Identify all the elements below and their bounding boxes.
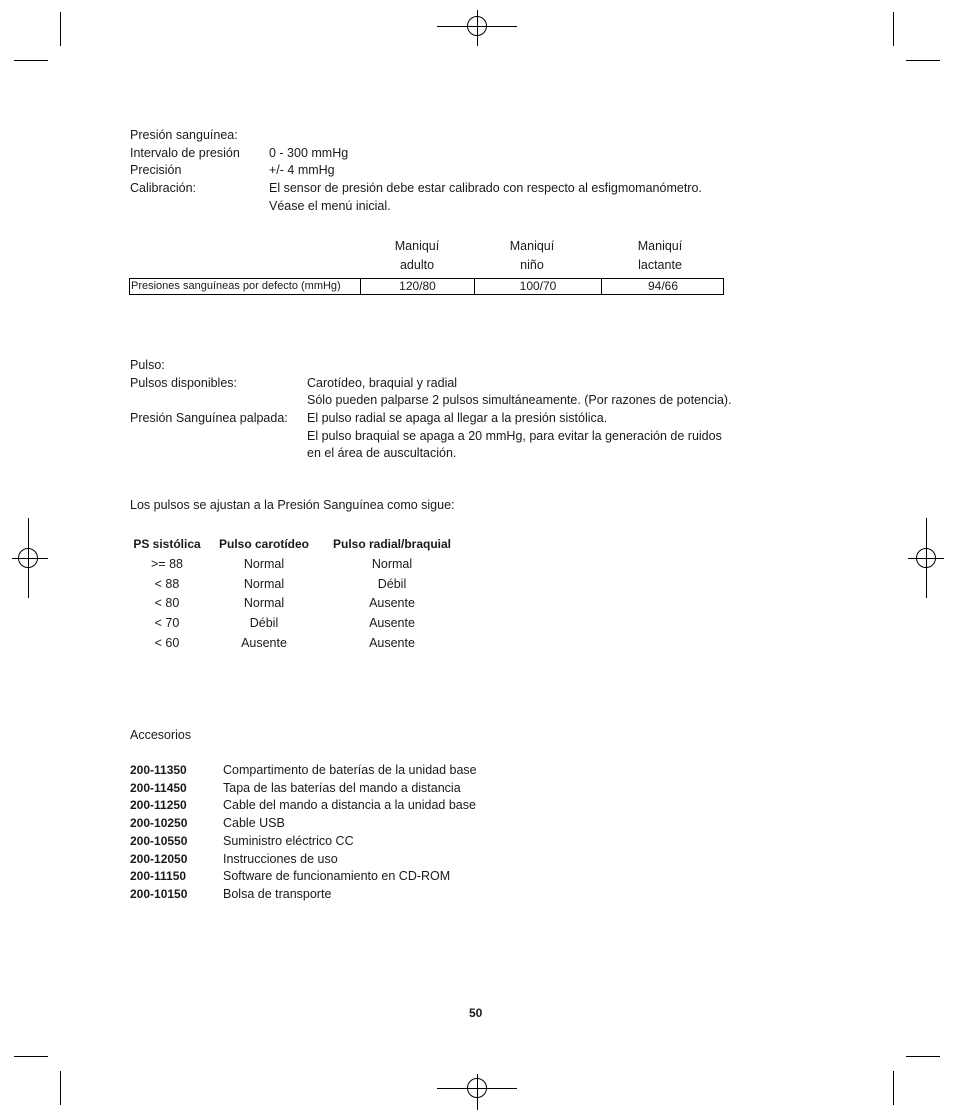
available-pulses-label: Pulsos disponibles: <box>130 376 238 390</box>
pulse-table-header-systolic: PS sistólica <box>133 537 201 551</box>
crop-mark <box>906 60 940 61</box>
calibration-label: Calibración: <box>130 181 197 195</box>
crop-mark <box>906 1056 940 1057</box>
header-child-line2: niño <box>520 258 544 272</box>
pulse-table-header-carotid: Pulso carotídeo <box>218 537 310 551</box>
pulse-table-cell: Normal <box>243 596 285 610</box>
accessory-desc: Bolsa de transporte <box>223 887 332 901</box>
accessory-code: 200-10550 <box>130 834 188 848</box>
header-adult <box>360 239 474 272</box>
crop-mark <box>893 12 894 46</box>
blood-pressure-heading: Presión sanguínea: <box>130 128 238 142</box>
accessories-heading: Accesorios <box>130 728 192 742</box>
precision-label: Precisión <box>130 163 182 177</box>
palpated-bp-line1: El pulso radial se apaga al llegar a la presión sistólica. <box>307 411 608 425</box>
header-infant-line2: lactante <box>638 258 682 272</box>
defaults-adult-value: 120/80 <box>360 279 474 294</box>
pulse-table-cell: < 60 <box>154 636 180 650</box>
accessory-code: 200-10250 <box>130 816 188 830</box>
crop-mark <box>60 1071 61 1105</box>
pressure-range-value: 0 - 300 mmHg <box>269 146 349 160</box>
adjust-intro: Los pulsos se ajustan a la Presión Sanguínea como sigue: <box>130 498 455 512</box>
defaults-infant-value: 94/66 <box>601 279 724 294</box>
header-child-line1: Maniquí <box>509 239 555 253</box>
pulse-table-cell: Ausente <box>369 616 415 630</box>
defaults-child-value: 100/70 <box>474 279 601 294</box>
pulse-table-header-radial: Pulso radial/braquial <box>332 537 452 551</box>
pulse-table-cell: Ausente <box>241 636 287 650</box>
accessory-desc: Compartimento de baterías de la unidad base <box>223 763 477 777</box>
page-number: 50 <box>469 1006 483 1020</box>
registration-mark-right <box>904 518 944 598</box>
accessory-code: 200-11450 <box>130 781 187 795</box>
pulse-heading: Pulso: <box>130 358 165 372</box>
crop-mark <box>893 1071 894 1105</box>
crop-mark <box>14 60 48 61</box>
crop-mark <box>14 1056 48 1057</box>
pulse-table-cell: < 70 <box>154 616 180 630</box>
accessory-desc: Instrucciones de uso <box>223 852 338 866</box>
pulse-table-cell: Débil <box>249 616 279 630</box>
accessory-code: 200-12050 <box>130 852 188 866</box>
defaults-table <box>129 278 724 295</box>
header-child <box>474 239 590 272</box>
registration-mark-bottom <box>437 1072 517 1112</box>
palpated-bp-line2: El pulso braquial se apaga a 20 mmHg, para evitar la generación de ruidos <box>307 429 722 443</box>
available-pulses-line1: Carotídeo, braquial y radial <box>307 376 458 390</box>
pulse-table-cell: Normal <box>371 557 413 571</box>
registration-mark-left <box>12 518 52 598</box>
accessory-desc: Software de funcionamiento en CD-ROM <box>223 869 451 883</box>
defaults-row-label: Presiones sanguíneas por defecto (mmHg) <box>131 280 341 292</box>
palpated-bp-line3: en el área de auscultación. <box>307 446 457 460</box>
pulse-table-cell: Normal <box>243 577 285 591</box>
header-adult-line2: adulto <box>399 258 435 272</box>
accessory-code: 200-11250 <box>130 798 187 812</box>
header-infant-line1: Maniquí <box>637 239 683 253</box>
pulse-table-cell: < 80 <box>154 596 180 610</box>
palpated-bp-label: Presión Sanguínea palpada: <box>130 411 288 425</box>
pulse-table-cell: < 88 <box>154 577 180 591</box>
available-pulses-line2: Sólo pueden palparse 2 pulsos simultáneamente. (Por razones de potencia). <box>307 393 732 407</box>
calibration-value: El sensor de presión debe estar calibrado con respecto al esfigmomanómetro. <box>269 181 702 195</box>
accessory-code: 200-10150 <box>130 887 188 901</box>
pulse-table-cell: Débil <box>377 577 407 591</box>
header-infant <box>600 239 720 272</box>
pulse-table-cell: >= 88 <box>151 557 183 571</box>
accessory-code: 200-11350 <box>130 763 187 777</box>
crop-mark <box>60 12 61 46</box>
accessory-desc: Cable del mando a distancia a la unidad base <box>223 798 476 812</box>
registration-mark-top <box>437 10 517 50</box>
pulse-table-cell: Ausente <box>369 636 415 650</box>
accessory-desc: Cable USB <box>223 816 285 830</box>
pulse-table-cell: Ausente <box>369 596 415 610</box>
calibration-note: Véase el menú inicial. <box>269 199 391 213</box>
accessory-desc: Suministro eléctrico CC <box>223 834 354 848</box>
precision-value: +/- 4 mmHg <box>269 163 335 177</box>
accessory-code: 200-11150 <box>130 869 187 883</box>
pressure-range-label: Intervalo de presión <box>130 146 240 160</box>
pulse-table-cell: Normal <box>243 557 285 571</box>
header-adult-line1: Maniquí <box>394 239 440 253</box>
accessory-desc: Tapa de las baterías del mando a distancia <box>223 781 461 795</box>
